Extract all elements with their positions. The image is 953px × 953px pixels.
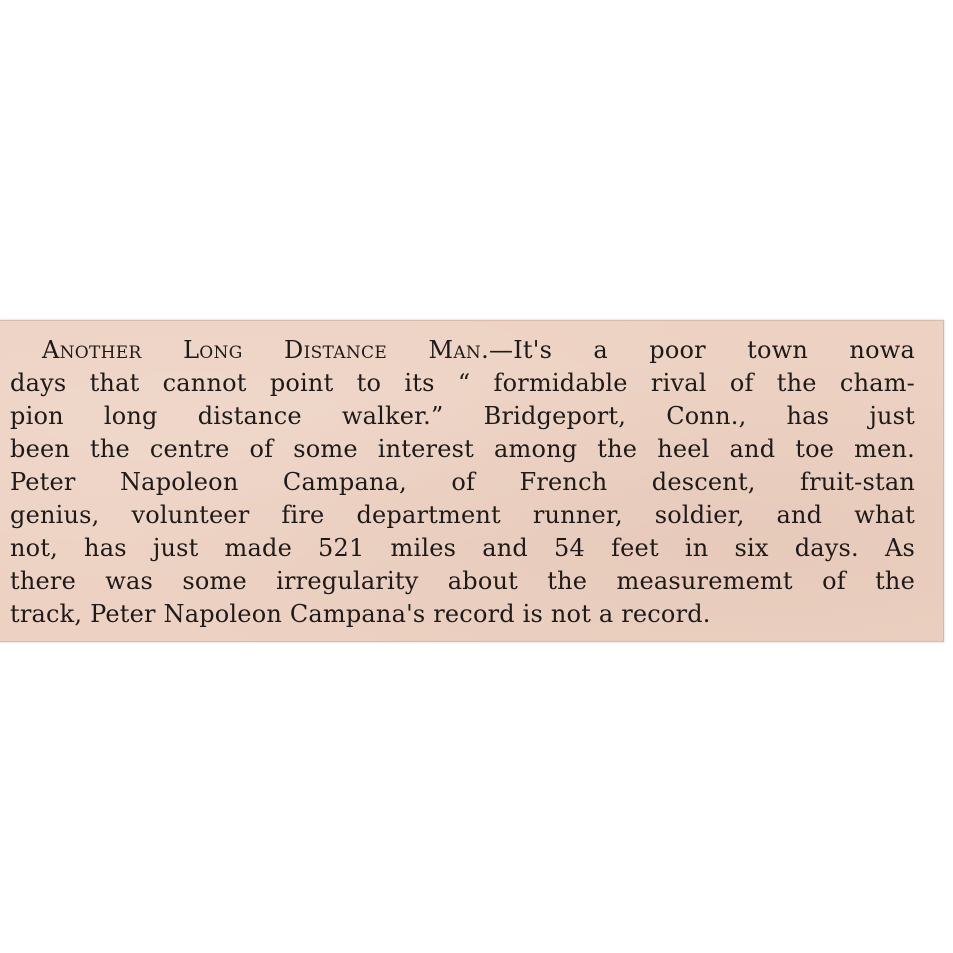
article-line-8: there was some irregularity about the measurememt of the [10, 567, 915, 595]
article-line-9: track, Peter Napoleon Campana's record is not a record. [10, 600, 711, 628]
article-line-1-text: —It's a poor town nowa [489, 336, 915, 364]
article-line-4: been the centre of some interest among the heel and toe men. [10, 435, 915, 463]
article-line-6: genius, volunteer fire department runner, soldier, and what [10, 501, 915, 529]
article-headline: Another Long Distance Man. [42, 336, 490, 364]
newspaper-clipping [0, 320, 944, 642]
article-line-7: not, has just made 521 miles and 54 feet in six days. As [10, 534, 915, 562]
article-line-5: Peter Napoleon Campana, of French descent, fruit-stan [10, 468, 915, 496]
article-line-3: pion long distance walker.” Bridgeport, Conn., has just [10, 402, 915, 430]
article-line-2: days that cannot point to its “ formidable rival of the cham- [10, 369, 915, 397]
article-text [10, 334, 915, 631]
article-line-1 [10, 334, 915, 367]
